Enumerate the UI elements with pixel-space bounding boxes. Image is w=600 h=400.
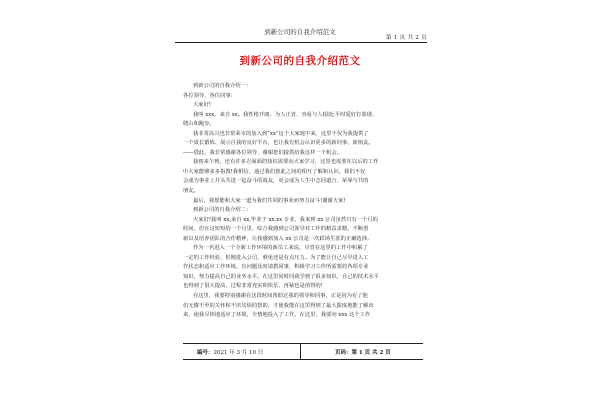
body-line: 我非常高兴也非常荣幸的加入到“xx”这个大家庭中来，这里不仅为我提供了 — [193, 130, 369, 137]
body-line: 中大家能够多多指教!我相信，通过我们彼此之间的相互了解和认识，我们不仅 — [183, 168, 366, 175]
body-line: 在这里，我要特别感谢在这段时间帮助过我的领导和同事，正是因为有了他 — [193, 293, 368, 300]
footer-code-label: 编号： — [197, 350, 214, 356]
body-line: 最后，我愿能和大家一道为我们共同的事业而努力奋斗!谢谢大家! — [193, 197, 346, 204]
body-line: ——借此，我非常感谢各位领导、谢谢您们提供给我这样一个机会。 — [183, 149, 342, 156]
footer-code — [197, 348, 263, 356]
footer-separator — [300, 343, 301, 359]
footer-page-value: 第 1 页 共 2 页 — [351, 350, 391, 356]
body-line: 到新公司的自我介绍一： — [193, 83, 252, 89]
body-line: 朋友。 — [183, 188, 199, 195]
footer-page — [335, 348, 391, 356]
document-title: 到新公司的自我介绍范文 — [239, 55, 361, 67]
footer-bottom-rule — [183, 359, 423, 360]
body-line: 大家好!我叫 xx,来自 xx,毕业于 xx,xx 专业，我来到 xx 公司虽然只有一个月的 — [193, 216, 378, 223]
document-body — [183, 82, 423, 321]
body-line: 来，使我尽快地适应了环境，全情地投入了工作。在这里，我要向 xxx 这个工作 — [183, 312, 371, 319]
body-line: 也得到了很大提高，过程非常充实和快乐，再紧也是值得的! — [183, 283, 323, 290]
footer-top-rule — [183, 343, 423, 344]
body-line: 一定的工作经验，但刚进入公司，难免还是有点压力。为了能让自己尽早进入工 — [183, 254, 369, 261]
body-line: 各位领导、各位同事： — [183, 92, 236, 99]
body-line: 新以及培养团队的合作精神，让我感到加入 xx 公司是一次跃场生涯的正确选择。 — [183, 235, 373, 242]
body-line: 会成为事业上并头共进一起奋斗的战友，更会成为人生中志同道合、荣辱与共的 — [183, 178, 369, 185]
header-rule — [175, 42, 427, 43]
body-line: 时间，但在这短短的一个月里，综合我感到公司领导对工作的精益求精，不断创 — [183, 226, 369, 233]
body-line: 爬山和跑步。 — [183, 121, 215, 128]
body-line: 我叫 xxx，来自 xx。我性格开朗、为人正直、容易与人相处;平时爱好打篮球、 — [193, 111, 378, 118]
body-line: 到新公司的自我介绍二： — [193, 207, 252, 214]
body-line: 作为一名进入一个全新工作环境的新员工来说，尽管在这里的工作中积累了 — [193, 245, 368, 252]
footer-code-value: 2021 年 3 月 10 日 — [213, 350, 264, 356]
document-page — [155, 0, 445, 400]
body-line: 我初来乍到，还有许多方面面的知识需要向大家学习，这里也需要在以后的工作 — [193, 159, 379, 166]
header-title: 到新公司的自我介绍范文 — [264, 28, 336, 36]
body-line: 知识，努力提高自己的业务水平。在这里同时同我学到了很多知识，自己的技术水平 — [183, 273, 379, 280]
body-line: 作状态和适应工作环境，有问题及时请教同事，积极学习工作所需要的各项专业 — [183, 264, 369, 271]
footer-page-label: 页码： — [335, 350, 352, 356]
body-line: 们无微不至的关怀和不厌其烦的帮助，才使我能在这里得到了最大限度地能了解出 — [183, 302, 374, 309]
body-line: 一个成长锻炼、展示自我的良好平台，也让我有机会认识更多的新同事、新朋友。 — [183, 140, 374, 147]
header-page-indicator: 第 1 页 共 2 页 — [385, 35, 427, 41]
body-line: 大家好! — [193, 102, 212, 109]
